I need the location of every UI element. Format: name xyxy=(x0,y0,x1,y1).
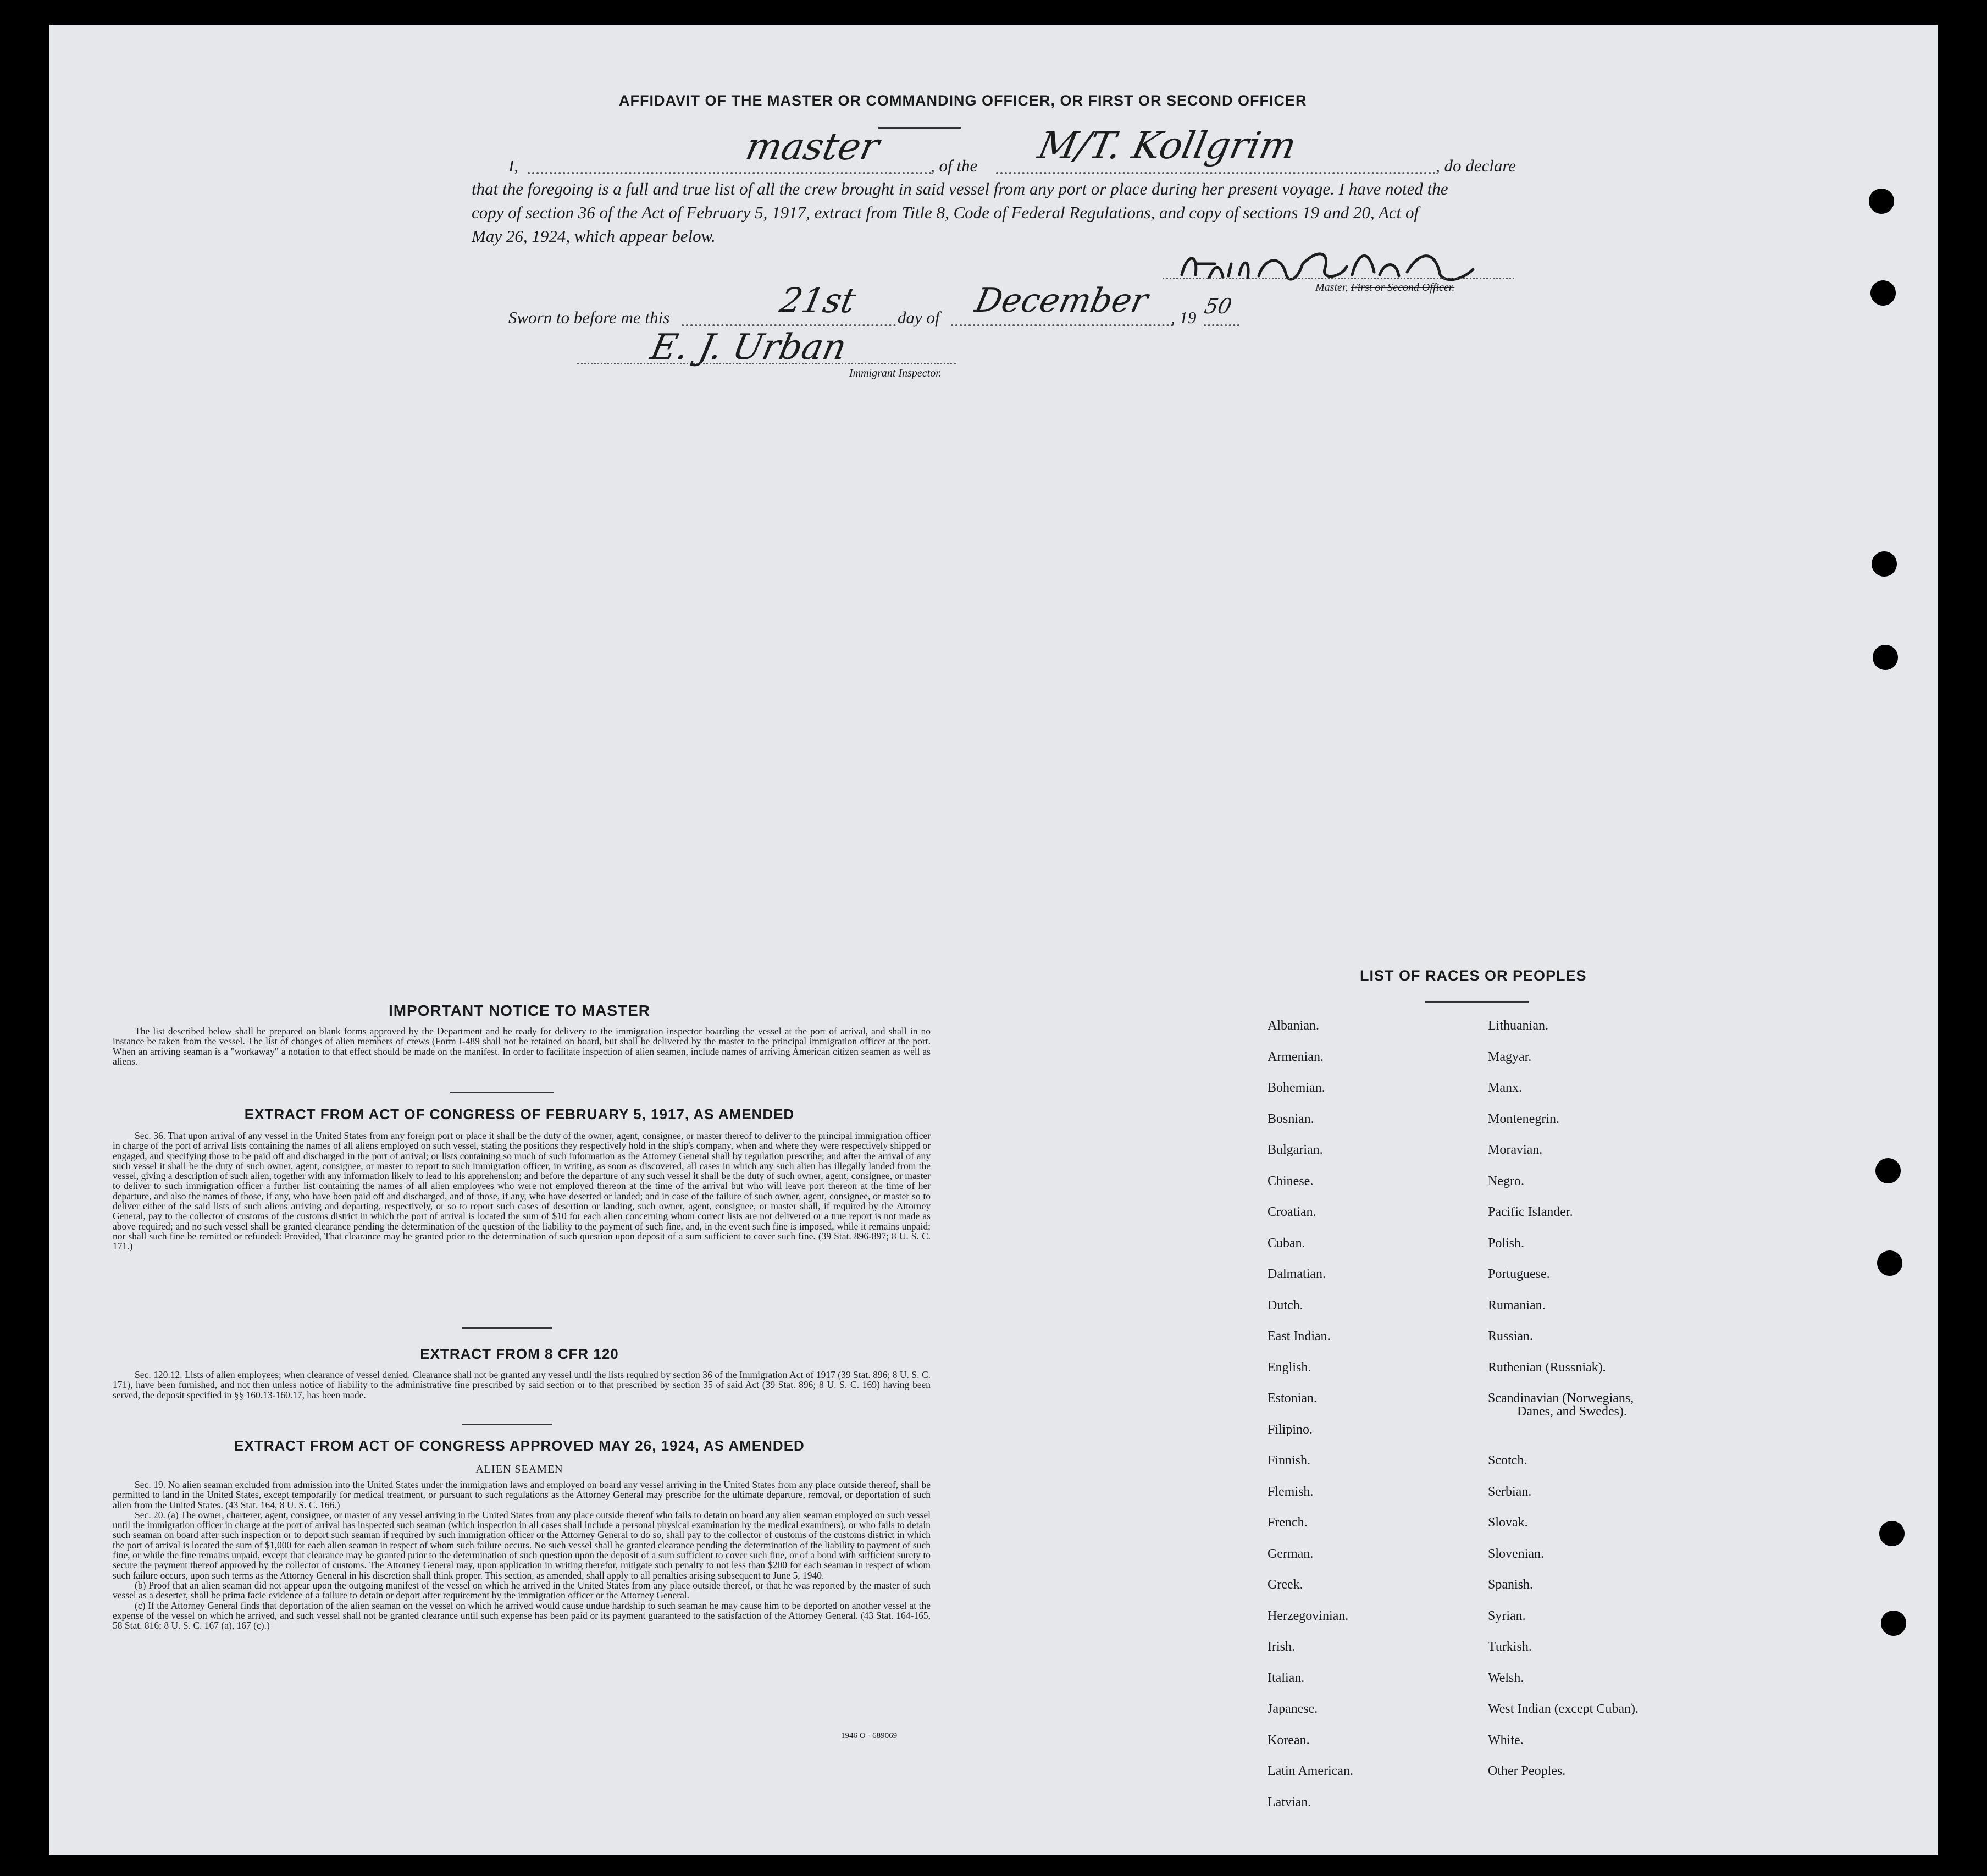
extract-1924-title: EXTRACT FROM ACT OF CONGRESS APPROVED MAY 26, 1924, AS AMENDED xyxy=(234,1437,805,1454)
extract-1924-subtitle: ALIEN SEAMEN xyxy=(475,1463,563,1475)
race-item: German. xyxy=(1268,1546,1314,1561)
punch-hole xyxy=(1869,189,1894,214)
race-item: Negro. xyxy=(1488,1174,1524,1188)
race-item: Dalmatian. xyxy=(1268,1267,1326,1281)
race-item: Armenian. xyxy=(1268,1049,1324,1064)
declaration-prefix: I, xyxy=(508,156,519,175)
punch-hole xyxy=(1875,1158,1901,1183)
race-item: Finnish. xyxy=(1268,1453,1311,1468)
race-item: Herzegovinian. xyxy=(1268,1608,1349,1623)
races-list-left xyxy=(1268,1018,1353,1825)
sworn-day-field xyxy=(682,324,896,326)
punch-hole xyxy=(1870,280,1896,306)
race-item: Japanese. xyxy=(1268,1702,1318,1716)
race-item: Estonian. xyxy=(1268,1391,1317,1405)
race-item: Irish. xyxy=(1268,1640,1295,1654)
race-item: Manx. xyxy=(1488,1081,1522,1095)
punch-hole xyxy=(1879,1521,1905,1546)
section-rule xyxy=(462,1424,552,1425)
race-item: Greek. xyxy=(1268,1578,1303,1592)
sworn-year-field xyxy=(1204,324,1239,326)
extract-1917-title: EXTRACT FROM ACT OF CONGRESS OF FEBRUARY 5, 1917, AS AMENDED xyxy=(244,1106,795,1122)
race-item: West Indian (except Cuban). xyxy=(1488,1702,1639,1716)
race-item: East Indian. xyxy=(1268,1329,1331,1343)
race-item: Russian. xyxy=(1488,1329,1534,1343)
race-item: Bulgarian. xyxy=(1268,1143,1323,1157)
race-item: Bosnian. xyxy=(1268,1111,1314,1126)
race-item: Moravian. xyxy=(1488,1143,1543,1157)
inspector-signature-line xyxy=(577,363,956,364)
race-item: Spanish. xyxy=(1488,1578,1534,1592)
punch-hole xyxy=(1873,645,1898,670)
race-item: Korean. xyxy=(1268,1733,1310,1747)
races-title-rule xyxy=(1425,1001,1529,1003)
race-item: Slovak. xyxy=(1488,1515,1528,1530)
punch-hole xyxy=(1881,1611,1906,1636)
race-item: Lithuanian. xyxy=(1488,1019,1548,1033)
race-item: Chinese. xyxy=(1268,1174,1314,1188)
sworn-prefix: Sworn to before me this xyxy=(508,308,670,327)
declaration-mid: , of the xyxy=(931,156,978,175)
race-item: Other Peoples. xyxy=(1488,1764,1566,1778)
race-item: Turkish. xyxy=(1488,1640,1532,1654)
inspector-signature: E. J. Urban xyxy=(647,327,850,368)
race-item: Latin American. xyxy=(1268,1764,1353,1778)
extract-1917-text: Sec. 36. That upon arrival of any vessel in the United States from any foreign port or place it shall be the duty of the owner, agent, consignee, or master thereof to deliver to the principal immigration officer in charge of the port of arrival lists containing the names of all aliens employed on such vessel, stating the positions they respectively hold in the ship's company, when and where they were respectively shipped or engaged, and specifying those to be paid off and discharged in the port of arrival; or lists containing so much of such information as the Attorney General shall by regulation prescribe; and after the arrival of any such vessel it shall be the duty of such owner, agent, consignee, or master to report to such immigration officer, in writing, as soon as discovered, all cases in which any such alien has illegally landed from the vessel, giving a description of such alien, together with any information likely to lead to his apprehension; and before the departure of any such vessel it shall be the duty of such owner, agent, consignee, or master to deliver to such immigration officer a further list containing the names of all alien employees who were not employed thereon at the time of the arrival but who will leave port thereon at the time of her departure, and also the names of those, if any, who have been paid off and discharged, and of those, if any, who have deserted or landed; and in case of the failure of such owner, agent, consignee, or master so to deliver either of the said lists of such aliens arriving and departing, respectively, or so to report such cases of desertion or landing, such owner, agent, consignee, or master shall, if required by the Attorney General, pay to the collector of customs of the customs district in which the port of arrival is located the sum of $10 for each alien concerning whom correct lists are not delivered or a true report is not made as above required; and no such vessel shall be granted clearance pending the determination of the question of the liability to the payment of such fine, and, in the event such fine is imposed, while it remains unpaid; nor shall such fine be remitted or refunded: Provided, That clearance may be granted prior to the determination of such question upon deposit of a sum sufficient to cover such fine. (39 Stat. 896-897; 8 U. S. C. 171.) xyxy=(113,1130,931,1252)
vessel-name-handwritten: M/T. Kollgrim xyxy=(1034,124,1300,168)
notice-title: IMPORTANT NOTICE TO MASTER xyxy=(388,1002,651,1019)
affidavit-heading: AFFIDAVIT OF THE MASTER OR COMMANDING OFFICER, OR FIRST OR SECOND OFFICER xyxy=(619,92,1307,109)
races-continuation: Danes, and Swedes). xyxy=(1517,1404,1627,1419)
race-item: Cuban. xyxy=(1268,1236,1305,1250)
section-rule xyxy=(462,1327,552,1329)
declaration-line-2: that the foregoing is a full and true list of all the crew brought in said vessel from any port or place during her present voyage. I have noted the xyxy=(472,179,1448,198)
race-item: White. xyxy=(1488,1733,1524,1747)
sworn-year-handwritten: 50 xyxy=(1202,294,1235,318)
race-item: Italian. xyxy=(1268,1670,1305,1685)
race-item: Polish. xyxy=(1488,1236,1525,1250)
officer-title-handwritten: master xyxy=(741,125,883,169)
sworn-day-handwritten: 21st xyxy=(776,280,860,320)
race-item: Montenegrin. xyxy=(1488,1111,1559,1126)
master-signature-line xyxy=(1163,278,1514,279)
race-item: English. xyxy=(1268,1360,1311,1375)
race-item: Serbian. xyxy=(1488,1484,1532,1499)
extract-1924-text: Sec. 19. No alien seaman excluded from admission into the United States under the immigration laws and employed on board any vessel arriving in the United States from any place outside thereof, shall be permitted to land in the United States, except temporarily for medical treatment, or pursuant to such regulations as the Attorney General may prescribe for the ultimate departure, removal, or deportation of such alien from the United States. (43 Stat. 164, 8 U. S. C. 166.) Sec. 20. (a) The owner, charterer, agent, consignee, or master of any vessel arriving in the United States from any place outside thereof who fails to detain on board any alien seaman employed on such vessel until the immigration officer in charge at the port of arrival has inspected such seaman (which inspection in all cases shall include a personal physical examination by the medical examiners), or who fails to detain such seaman on board after such inspection or to deport such seaman if required by such immigration officer or the Attorney General to do so, shall pay to the collector of customs of the customs district in which the port of arrival is located the sum of $1,000 for each alien seaman in respect of whom such failure occurs. No such vessel shall be granted clearance pending the determination of the liability to payment of such fine, or while the fine remains unpaid, except that clearance may be granted prior to the determination of such question upon the deposit of a sum sufficient to cover such fine, or of a bond with sufficient surety to secure the payment thereof approved by the collector of customs. The Attorney General may, upon application in writing therefor, mitigate such penalty to not less than $200 for each seaman in respect of whom such failure occurs, upon such terms as the Attorney General in his discretion shall think proper. This section, as amended, shall apply to all penalties arising subsequent to June 5, 1940. (b) Proof that an alien seaman did not appear upon the outgoing manifest of the vessel on which he arrived in the United States from any place outside thereof, or that he was reported by the master of such vessel as a deserter, shall be prima facie evidence of a failure to detain or deport after requirement by the immigration officer or the Attorney General. (c) If the Attorney General finds that deportation of the alien seaman on the vessel on which he arrived would cause undue hardship to such seaman he may cause him to be deported on another vessel at the expense of the vessel on which he arrived, and such vessel shall not be granted clearance until such expense has been paid or its payment guaranteed to the satisfaction of the Attorney General. (43 Stat. 164-165, 58 Stat. 816; 8 U. S. C. 167 (a), 167 (c).) xyxy=(113,1479,931,1631)
race-item: Scotch. xyxy=(1488,1453,1527,1468)
sworn-month-field xyxy=(951,324,1174,326)
sworn-year-prefix: , 19 xyxy=(1171,308,1197,327)
declaration-line-3: copy of section 36 of the Act of February 5, 1917, extract from Title 8, Code of Federal Regulations, and copy of sections 19 and 20, Act of xyxy=(472,203,1419,222)
print-code: 1946 O - 689069 xyxy=(841,1731,898,1740)
sworn-month-handwritten: December xyxy=(971,281,1152,320)
race-item: Filipino. xyxy=(1268,1422,1313,1437)
race-item: French. xyxy=(1268,1515,1308,1530)
race-item: Welsh. xyxy=(1488,1670,1524,1685)
section-rule xyxy=(450,1092,554,1093)
heading-rule xyxy=(878,127,961,129)
race-item: Croatian. xyxy=(1268,1205,1316,1219)
punch-hole xyxy=(1877,1250,1902,1276)
race-item: Slovenian. xyxy=(1488,1546,1544,1561)
race-item: Rumanian. xyxy=(1488,1298,1546,1313)
race-item: Syrian. xyxy=(1488,1608,1526,1623)
race-item: Flemish. xyxy=(1268,1484,1314,1499)
race-item: Latvian. xyxy=(1268,1795,1311,1809)
inspector-label: Immigrant Inspector. xyxy=(849,367,942,379)
notice-text: The list described below shall be prepared on blank forms approved by the Department and be ready for delivery to the immigration inspector boarding the vessel at the port of arrival, and shall in no instance be taken from the vessel. The list of changes of alien members of crews (Form I-489 shall not be retained on board, but shall be delivered by the master to the principal immigration officer at the port. When an arriving seaman is a "workaway" a notation to that effect should be made on the manifest. In order to facilitate inspection of alien seamen, include names of arriving American citizen seamen as well as aliens. xyxy=(113,1026,931,1067)
sworn-day-of: day of xyxy=(898,308,940,327)
races-title: LIST OF RACES OR PEOPLES xyxy=(1360,967,1587,984)
extract-cfr-title: EXTRACT FROM 8 CFR 120 xyxy=(420,1346,619,1362)
officer-title-field xyxy=(528,172,932,174)
race-item: Ruthenian (Russniak). xyxy=(1488,1360,1606,1375)
race-item: Scandinavian (Norwegians, xyxy=(1488,1391,1634,1405)
race-item: Bohemian. xyxy=(1268,1081,1325,1095)
extract-cfr-text: Sec. 120.12. Lists of alien employees; when clearance of vessel denied. Clearance shall not be granted any vessel until the lists required by section 36 of the Immigration Act of 1917 (39 Stat. 896; 8 U. S. C. 171), have been furnished, and not then unless notice of liability to the administrative fine prescribed by said section or to that prescribed by section 35 of said Act (39 Stat. 896; 8 U. S. C. 169) having been served, the deposit specified in §§ 160.13-160.17, has been made. xyxy=(113,1369,931,1401)
declaration-line-4: May 26, 1924, which appear below. xyxy=(472,226,716,246)
race-item: Pacific Islander. xyxy=(1488,1205,1573,1219)
race-item: Portuguese. xyxy=(1488,1267,1550,1281)
race-item: Dutch. xyxy=(1268,1298,1303,1313)
race-item: Magyar. xyxy=(1488,1049,1532,1064)
vessel-name-field xyxy=(996,172,1436,174)
declaration-suffix: , do declare xyxy=(1436,156,1516,175)
punch-hole xyxy=(1872,551,1897,577)
race-item: Albanian. xyxy=(1268,1019,1319,1033)
master-signature-label: Master, First or Second Officer. xyxy=(1315,281,1455,294)
